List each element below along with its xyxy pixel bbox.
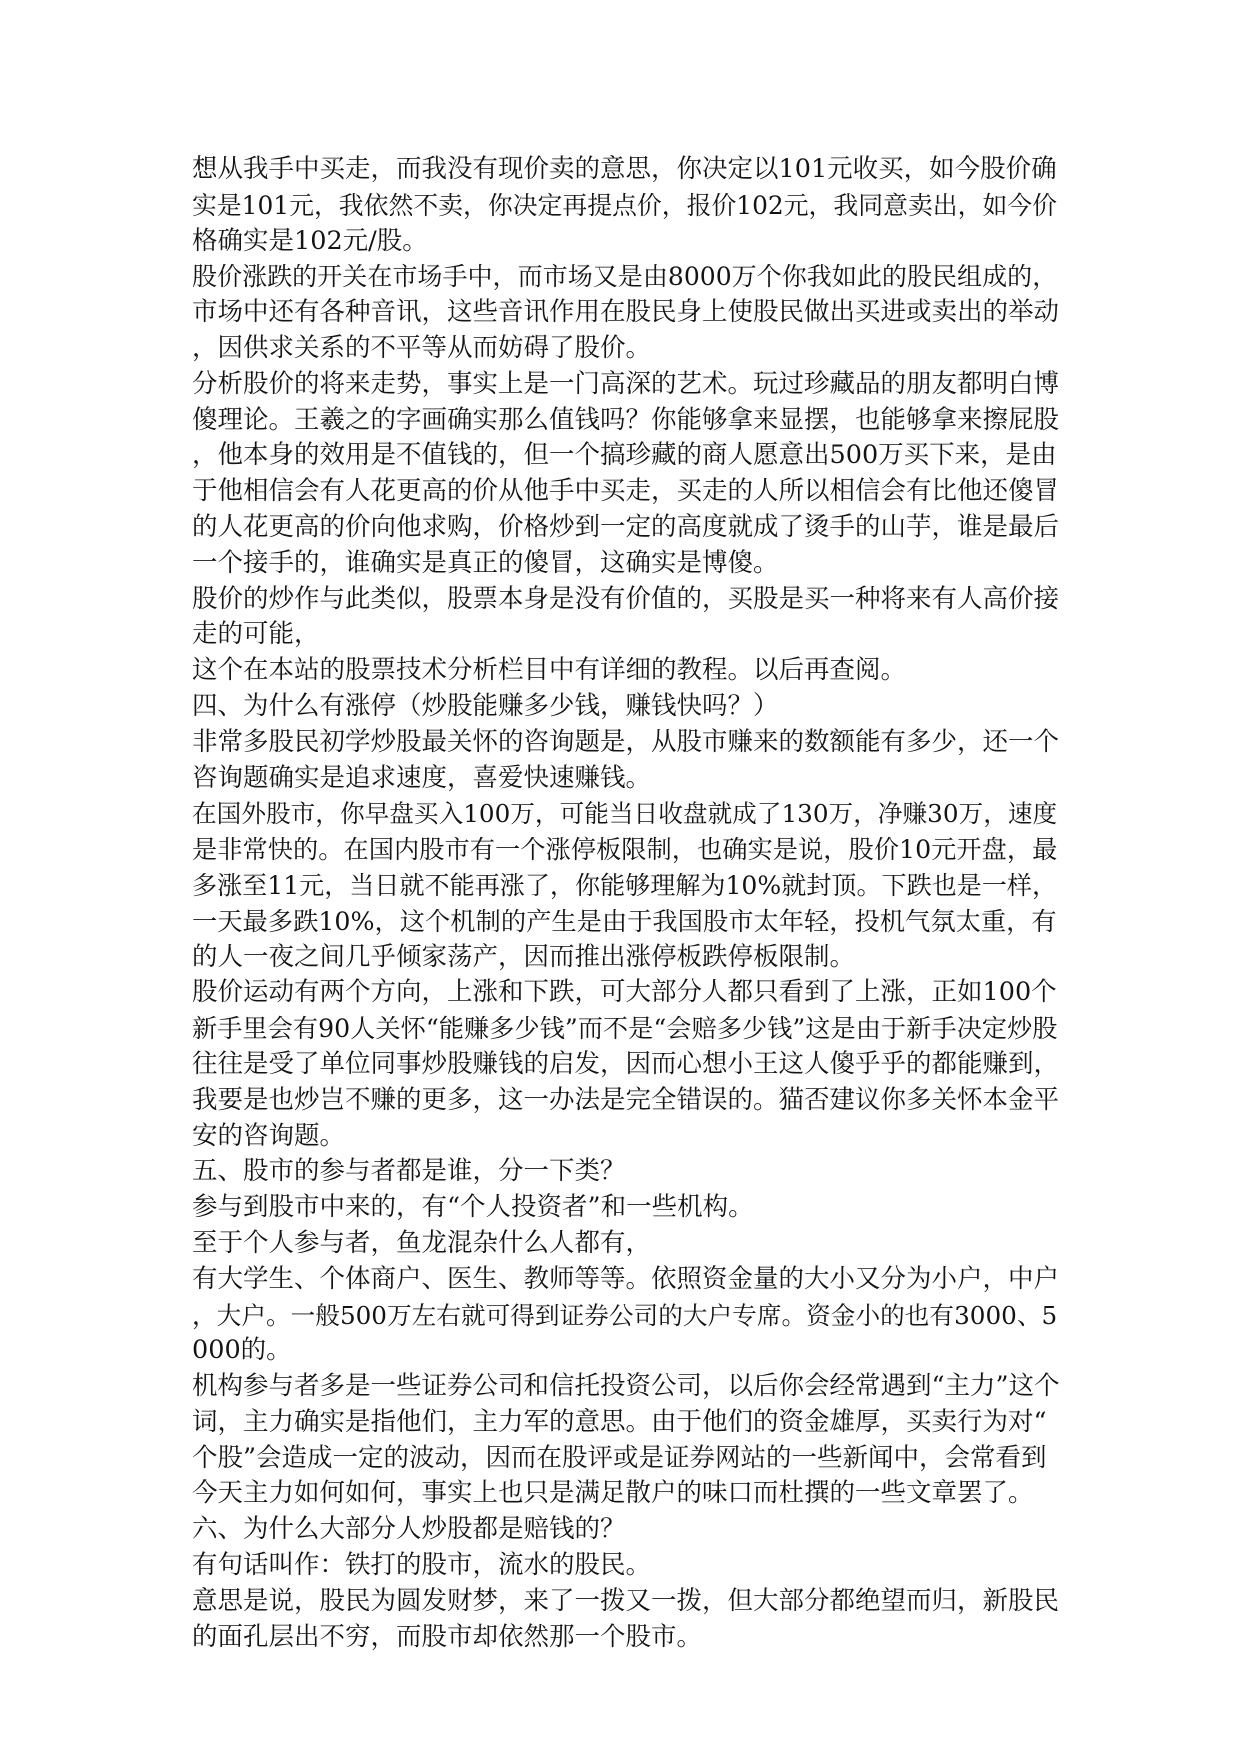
text-line: 傻理论。王羲之的字画确实那么值钱吗？你能够拿来显摆，也能够拿来擦屁股 <box>192 404 1060 435</box>
text-line: 至于个人参与者，鱼龙混杂什么人都有， <box>192 1227 652 1258</box>
text-line: 多涨至11元，当日就不能再涨了，你能够理解为10%就封顶。下跌也是一样， <box>192 870 1058 900</box>
text-line: 分析股价的将来走势，事实上是一门高深的艺术。玩过珍藏品的朋友都明白博 <box>192 368 1060 399</box>
text-line: 市场中还有各种音讯，这些音讯作用在股民身上使股民做出买进或卖出的举动 <box>192 297 1060 328</box>
text-line: 于他相信会有人花更高的价从他手中买走，买走的人所以相信会有比他还傻冒 <box>192 476 1060 507</box>
text-line: 股价的炒作与此类似，股票本身是没有价值的，买股是买一种将来有人高价接 <box>192 583 1060 614</box>
document-page <box>192 152 1062 1655</box>
text-line: 走的可能， <box>192 619 320 650</box>
text-line: 股价涨跌的开关在市场手中，而市场又是由8000万个你我如此的股民组成的， <box>192 262 1058 292</box>
text-line: 安的咨询题。 <box>192 1120 346 1151</box>
text-line: 六、为什么大部分人炒股都是赔钱的？ <box>192 1514 626 1545</box>
text-line: 四、为什么有涨停（炒股能赚多少钱，赚钱快吗？） <box>192 690 779 721</box>
text-line: 词，主力确实是指他们，主力军的意思。由于他们的资金雄厚，买卖行为对“ <box>192 1406 1047 1437</box>
text-line: 的人花更高的价向他求购，价格炒到一定的高度就成了烫手的山芋，谁是最后 <box>192 511 1060 542</box>
text-line: 有句话叫作：铁打的股市，流水的股民。 <box>192 1550 652 1581</box>
text-line: 一天最多跌10%，这个机制的产生是由于我国股市太年轻，投机气氛太重，有 <box>192 906 1057 936</box>
text-line: 格确实是102元/股。 <box>192 225 428 256</box>
text-line: 非常多股民初学炒股最关怀的咨询题是，从股市赚来的数额能有多少，还一个 <box>192 726 1060 757</box>
text-line: 机构参与者多是一些证券公司和信托投资公司，以后你会经常遇到“主力”这个 <box>192 1371 1060 1402</box>
text-line: 个股”会造成一定的波动，因而在股评或是证券网站的一些新闻中，会常看到 <box>192 1442 1047 1473</box>
text-line: 五、股市的参与者都是谁，分一下类？ <box>192 1156 626 1187</box>
text-line: 的人一夜之间几乎倾家荡产，因而推出涨停板跌停板限制。 <box>192 941 856 972</box>
text-line: 往往是受了单位同事炒股赚钱的启发，因而心想小王这人傻乎乎的都能赚到， <box>192 1048 1060 1079</box>
text-line: 股价运动有两个方向，上涨和下跌，可大部分人都只看到了上涨，正如100个 <box>192 977 1057 1008</box>
text-line: 在国外股市，你早盘买入100万，可能当日收盘就成了130万，净赚30万，速度 <box>192 799 1058 829</box>
text-line: 新手里会有90人关怀“能赚多少钱”而不是“会赔多少钱”这是由于新手决定炒股 <box>192 1014 1058 1044</box>
text-line: 今天主力如何如何，事实上也只是满足散户的味口而杜撰的一些文章罢了。 <box>192 1478 1034 1509</box>
text-line: ，因供求关系的不平等从而妨碍了股价。 <box>192 332 652 363</box>
text-line: 一个接手的，谁确实是真正的傻冒，这确实是博傻。 <box>192 547 779 578</box>
text-line: 的面孔层出不穷，而股市却依然那一个股市。 <box>192 1621 703 1652</box>
text-line: 实是101元，我依然不卖，你决定再提点价，报价102元，我同意卖出，如今价 <box>192 190 1057 220</box>
text-line: ，大户。一般500万左右就可得到证券公司的大户专席。资金小的也有3000、5 <box>192 1300 1058 1330</box>
text-line: 咨询题确实是追求速度，喜爱快速赚钱。 <box>192 762 652 793</box>
text-line: 是非常快的。在国内股市有一个涨停板限制，也确实是说，股价10元开盘，最 <box>192 835 1058 865</box>
text-line: 这个在本站的股票技术分析栏目中有详细的教程。以后再查阅。 <box>192 655 907 686</box>
text-line: 参与到股市中来的，有“个人投资者”和一些机构。 <box>192 1192 754 1223</box>
text-line: 000的。 <box>192 1335 292 1366</box>
text-line: 想从我手中买走，而我没有现价卖的意思，你决定以101元收买，如今股价确 <box>192 154 1057 184</box>
text-line: ，他本身的效用是不值钱的，但一个搞珍藏的商人愿意出500万买下来，是由 <box>192 440 1057 471</box>
text-line: 意思是说，股民为圆发财梦，来了一拨又一拨，但大部分都绝望而归，新股民 <box>192 1585 1060 1616</box>
text-line: 有大学生、个体商户、医生、教师等等。依照资金量的大小又分为小户，中户 <box>192 1263 1060 1294</box>
text-line: 我要是也炒岂不赚的更多，这一办法是完全错误的。猫否建议你多关怀本金平 <box>192 1084 1060 1115</box>
